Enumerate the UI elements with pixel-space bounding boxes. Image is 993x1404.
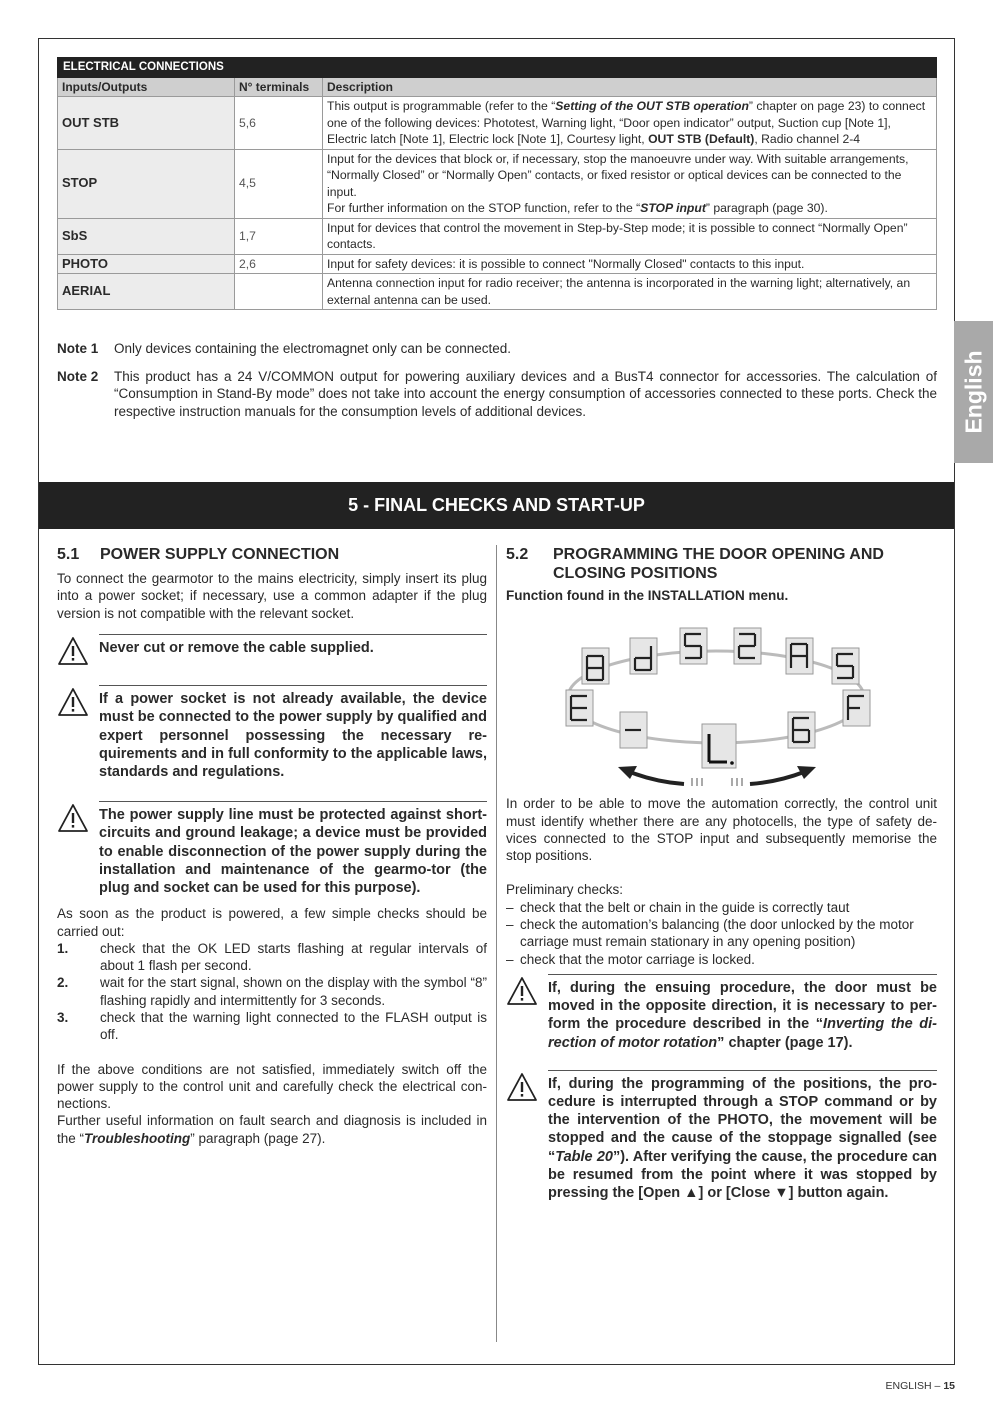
header-description: Description bbox=[323, 77, 937, 97]
warning-icon bbox=[57, 634, 99, 670]
warning-icon bbox=[506, 1070, 548, 1202]
intro-paragraph: To connect the gearmotor to the mains electricity, simply insert its plug into a power socket; if necessary, use a common adapter if the plug version is not compatible with the relevant socket. bbox=[57, 571, 487, 621]
header-terminals: N° terminals bbox=[235, 77, 323, 97]
warning-text: The power supply line must be protected against short-circuits and ground leakage; a device must be provided to enable disconnection of the power supply during the installation and maintenance of the gearmo-tor (the plug and socket can be used for this purpose). bbox=[99, 801, 487, 897]
table-row bbox=[58, 254, 937, 274]
row-terminals: 2,6 bbox=[235, 254, 323, 274]
warning-1 bbox=[57, 634, 487, 670]
note-text: Only devices containing the electromagnet only can be connected. bbox=[114, 341, 511, 356]
notes bbox=[57, 340, 937, 430]
row-io: AERIAL bbox=[58, 274, 235, 310]
list-item: 3. check that the warning light connected to the FLASH output is off. bbox=[57, 1010, 487, 1043]
column-divider bbox=[496, 545, 497, 1342]
display-digit bbox=[680, 628, 707, 664]
row-terminals: 4,5 bbox=[235, 149, 323, 218]
row-description: Input for safety devices: it is possible to connect "Normally Closed" contacts to this input. bbox=[323, 254, 937, 274]
note-2 bbox=[57, 368, 937, 421]
warning-icon bbox=[57, 801, 99, 897]
display-digit bbox=[832, 648, 859, 684]
table-row bbox=[58, 149, 937, 218]
row-io: SbS bbox=[58, 218, 235, 254]
page-number: 15 bbox=[943, 1380, 955, 1392]
warning-5 bbox=[506, 1070, 937, 1202]
checks-intro: As soon as the product is powered, a few simple checks should be carried out: bbox=[57, 906, 487, 939]
table-title: ELECTRICAL CONNECTIONS bbox=[58, 58, 937, 78]
electrical-connections-table bbox=[57, 57, 937, 310]
section-banner bbox=[39, 482, 954, 529]
fault-paragraph: If the above conditions are not satisfied, immediately switch off the power supply to the control unit and carefully check the electrical con-nections. bbox=[57, 1061, 487, 1112]
language-tab bbox=[954, 321, 993, 463]
header-io: Inputs/Outputs bbox=[58, 77, 235, 97]
display-digit bbox=[786, 638, 813, 674]
warning-text: If a power socket is not already available, the device must be connected to the power supply by qualified and expert personnel possessing the necessary re-quirements and in full conformity to the applicable laws, standards and regulations. bbox=[99, 685, 487, 781]
row-terminals bbox=[235, 274, 323, 310]
display-digit bbox=[702, 724, 736, 768]
display-digit bbox=[566, 690, 593, 726]
note-text: This product has a 24 V/COMMON output for powering auxiliary devices and a BusT4 connector for accessories. The calculation of “Consumption in Stand-By mode” does not take into account the energy consumption of accessories connected to these ports. Check the respective instruction manuals for the consumption levels of additional devices. bbox=[114, 368, 937, 419]
warning-text: If, during the programming of the positions, the pro-cedure is interrupted through a STOP command or by the intervention of the PHOTO, the movement will be stopped and the cause of the stoppage signalled (see “Table 20”). After verifying the cause, the procedure can be resumed from the point where it was stopped by pressing the [Open ▲] or [Close ▼] button again. bbox=[548, 1070, 937, 1202]
troubleshooting-paragraph: Further useful information on fault search and diagnosis is included in the “Troubleshooting” paragraph (page 27). bbox=[57, 1113, 487, 1146]
display-digit bbox=[788, 712, 815, 748]
section-title: 5 - FINAL CHECKS AND START-UP bbox=[348, 495, 645, 515]
row-terminals: 5,6 bbox=[235, 97, 323, 150]
warning-text: If, during the ensuing procedure, the door must be moved in the opposite direction, it is necessary to per-form the procedure described in the “Inverting the di-rection of motor rotation” chapter (page 17). bbox=[548, 974, 937, 1052]
row-description: Antenna connection input for radio receiver; the antenna is incorporated in the warning light; alternatively, an external antenna can be used. bbox=[323, 274, 937, 310]
preliminary-title: Preliminary checks: bbox=[506, 882, 624, 898]
row-terminals: 1,7 bbox=[235, 218, 323, 254]
display-sequence-illustration bbox=[506, 612, 937, 792]
list-item: – check that the belt or chain in the guide is correctly taut bbox=[506, 899, 850, 915]
warning-2 bbox=[57, 685, 487, 781]
warning-icon bbox=[57, 685, 99, 781]
list-item: – check that the motor carriage is locked. bbox=[506, 951, 755, 967]
section-5-1 bbox=[57, 545, 487, 1147]
section-5-2 bbox=[506, 545, 937, 1202]
programming-paragraph: In order to be able to move the automation correctly, the control unit must identify whether there are any photocells, the type of safety de-vices connected to the STOP input and subsequently memorise the stop positions. bbox=[506, 796, 937, 864]
menu-subtitle: Function found in the INSTALLATION menu. bbox=[506, 588, 789, 603]
row-io: STOP bbox=[58, 149, 235, 218]
row-io: PHOTO bbox=[58, 254, 235, 274]
display-digit bbox=[620, 712, 647, 748]
list-item: 2. wait for the start signal, shown on the display with the symbol “8” flashing rapidly and intermittently for 3 seconds. bbox=[57, 975, 487, 1008]
table-row bbox=[58, 218, 937, 254]
table-row bbox=[58, 274, 937, 310]
display-diagram bbox=[506, 612, 937, 792]
display-digit bbox=[630, 638, 657, 674]
row-io: OUT STB bbox=[58, 97, 235, 150]
heading-5-2: 5.2 PROGRAMMING THE DOOR OPENING AND CLOSING POSITIONS bbox=[506, 546, 884, 582]
warning-text: Never cut or remove the cable supplied. bbox=[99, 634, 487, 670]
display-digit bbox=[734, 628, 761, 664]
table-row bbox=[58, 97, 937, 150]
row-description: Input for devices that control the movement in Step-by-Step mode; it is possible to connect “Normally Open” contacts. bbox=[323, 218, 937, 254]
language-tab-label: English bbox=[960, 350, 986, 434]
page-footer: ENGLISH – 15 bbox=[885, 1380, 955, 1392]
row-description: This output is programmable (refer to the “Setting of the OUT STB operation” chapter on page 23) to connect one of the following devices: Phototest, Warning light, “Door open indicator” output, Suction cup [Note 1], Electric latch [Note 1], Electric lock [Note 1], Courtesy light, OUT STB (Default), Radio channel 2-4 bbox=[323, 97, 937, 150]
warning-4 bbox=[506, 974, 937, 1052]
note-label: Note 2 bbox=[57, 368, 99, 384]
heading-5-1: 5.1 POWER SUPPLY CONNECTION bbox=[57, 546, 340, 563]
note-1 bbox=[57, 340, 937, 358]
note-label: Note 1 bbox=[57, 341, 99, 356]
display-digit bbox=[582, 648, 609, 684]
list-item: – check the automation’s balancing (the door unlocked by the motor carriage must remain stationary in any opening position) bbox=[506, 917, 914, 950]
row-description: Input for the devices that block or, if necessary, stop the manoeuvre under way. With suitable arrangements, “Normally Closed” or “Normally Open” contacts, or fixed resistor or optical devices can be connected to the input. For further information on the STOP function, refer to the “STOP input” paragraph (page 30). bbox=[323, 149, 937, 218]
display-digit bbox=[843, 690, 870, 726]
warning-icon bbox=[506, 974, 548, 1052]
list-item: 1. check that the OK LED starts flashing at regular intervals of about 1 flash per second. bbox=[57, 940, 487, 974]
warning-3 bbox=[57, 801, 487, 897]
